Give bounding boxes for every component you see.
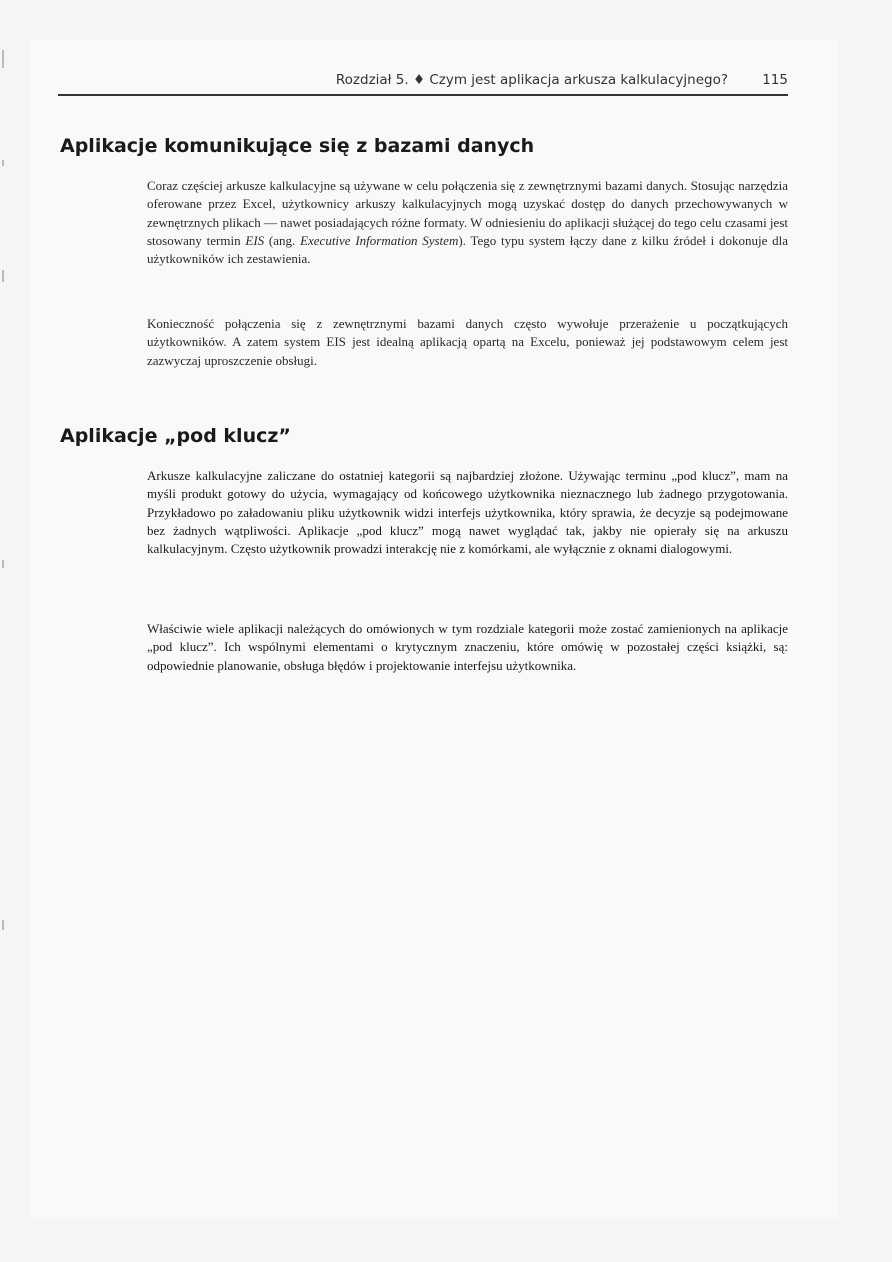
paragraph-text: Coraz częściej arkusze kalkulacyjne są używane w celu połączenia się z zewnętrznymi bazami danych. Stosując narzędzia oferowane przez Excel, użytkownicy arkuszy kalkulacyjnych mogą uzyskać dostęp do danych przechowywanych w zewnętrznych plikach — nawet posiadających różne formaty. W odniesieniu do aplikacji służącej do tego celu czasami jest stosowany termin [147,178,788,248]
paragraph-eis-benefit: Konieczność połączenia się z zewnętrznymi bazami danych często wywołuje przerażenie u początkujących użytkowników. A zatem system EIS jest idealną aplikacją opartą na Excelu, ponieważ jej podstawowym celem jest zazwyczaj uproszczenie obsługi. [147,316,788,368]
eis-acronym: EIS [245,232,265,248]
section-heading-turnkey: Aplikacje „pod klucz” [60,425,291,447]
chapter-title: Rozdział 5. ♦ Czym jest aplikacja arkusza kalkulacyjnego? [335,72,728,88]
running-header [58,66,788,96]
scan-edge-marks [0,40,6,1180]
page-number: 115 [762,72,788,88]
paragraph-turnkey-intro: Arkusze kalkulacyjne zaliczane do ostatniej kategorii są najbardziej złożone. Używając terminu „pod klucz”, mam na myśli produkt gotowy do użycia, wymagający od końcowego użytkownika nieznacznego lub żadnego przygotowania. Przykładowo po załadowaniu pliku użytkownik widzi interfejs użytkownika, który sprawia, że decyzje są podejmowane bez żadnych wątpliwości. Aplikacje „pod klucz” mogą nawet wyglądać tak, jakby nie opierały się na arkuszu kalkulacyjnym. Często użytkownik prowadzi interakcję nie z komórkami, ale wyłącznie z oknami dialogowymi. [147,468,788,557]
paragraph-text: (ang. [264,232,301,248]
section-heading-databases: Aplikacje komunikujące się z bazami danych [60,135,535,157]
paragraph-text: ). Tego typu system łączy dane z kilku źródeł i dokonuje dla użytkowników ich zestawienia. [147,232,789,267]
paragraph-eis-intro [147,177,788,268]
paragraph-turnkey-summary: Właściwie wiele aplikacji należących do omówionych w tym rozdziale kategorii może zostać zamienionych na aplikacje „pod klucz”. Ich wspólnymi elementami o krytycznym znaczeniu, które omówię w pozostałej części książki, są: odpowiednie planowanie, obsługa błędów i projektowanie interfejsu użytkownika. [147,621,788,673]
eis-expansion: Executive Information System [300,232,459,248]
